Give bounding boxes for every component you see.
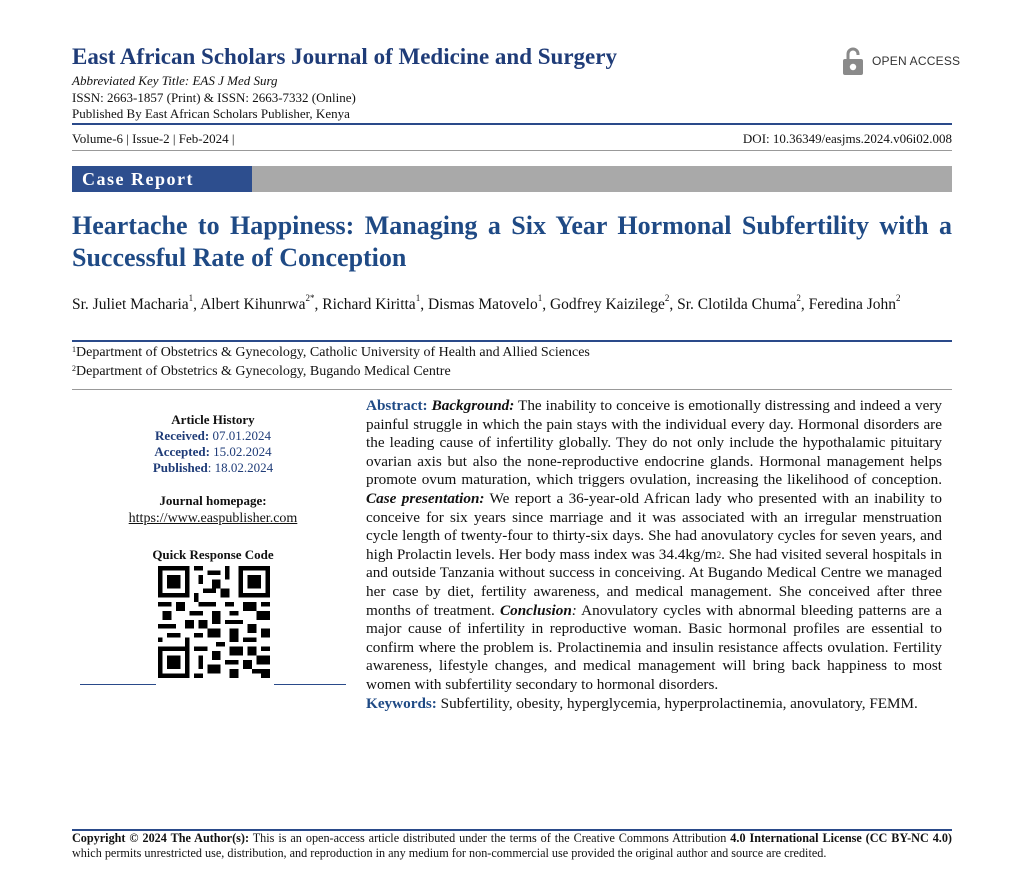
- author-affiliation-mark: 2: [896, 293, 901, 303]
- author-affiliation-mark: 2: [796, 293, 801, 303]
- author-affiliation-mark: 1: [188, 293, 194, 303]
- author-affiliation-mark: 2*: [305, 293, 315, 303]
- paper-title: Heartache to Happiness: Managing a Six Year Hormonal Subfertility with a Successful Rate of Conception: [72, 211, 952, 272]
- author-list: Sr. Juliet Macharia$^1$, Albert Kihunrwa$^{2*}$, Richard Kiritta$^1$, Dismas Matovelo$^1$, Godfrey Kaizilege$^2$, Sr. Clotilda Chuma$^2$, Feredina John$^2$: [72, 293, 901, 313]
- affiliation-number: 2: [72, 364, 76, 373]
- author: Sr. Clotilda Chuma: [677, 296, 797, 313]
- background-text: The inability to conceive is emotionally distressing and indeed a very painful struggle in which the pain stays with the individual every day. Hormonal disorders are the leading cause of infertility globally. They do not only include the hypothalamic pituitary ovarian axis but also the none-reproductive endocrine glands. Hormonal management helps promote ovum maturation, which triggers ovulation, increasing the likelihood of conception.: [366, 397, 942, 489]
- abbreviated-title: Abbreviated Key Title: EAS J Med Surg: [72, 73, 278, 88]
- copyright-text-1: This is an open-access article distributed under the terms of the Creative Commons Attribution: [249, 831, 731, 845]
- affiliations-divider: [72, 389, 952, 390]
- abstract-label: Abstract:: [366, 397, 428, 414]
- abstract: [366, 397, 942, 713]
- keywords-text: Subfertility, obesity, hyperglycemia, hyperprolactinemia, anovulatory, FEMM.: [436, 694, 918, 712]
- qr-underline-right: [274, 684, 346, 685]
- received-date: 07.01.2024: [212, 428, 271, 443]
- accepted-row: [80, 444, 346, 460]
- author-affiliation-mark: 2: [664, 293, 670, 303]
- affiliation-2: [72, 364, 451, 380]
- author: Dismas Matovelo: [427, 296, 538, 313]
- author-affiliation-mark: 1: [415, 293, 421, 303]
- author-affiliation-mark: 1: [537, 293, 543, 303]
- affiliation-number: 1: [72, 345, 76, 354]
- accepted-date: 15.02.2024: [213, 444, 272, 459]
- affiliation-1: [72, 345, 590, 361]
- published-date: : 18.02.2024: [207, 460, 274, 475]
- homepage-link[interactable]: https://www.easpublisher.com: [128, 511, 298, 526]
- open-lock-icon: [842, 46, 864, 76]
- article-type-label: Case Report: [72, 166, 252, 192]
- case-presentation-label: Case presentation:: [366, 489, 485, 507]
- author: Albert Kihunrwa: [200, 296, 306, 313]
- copyright-text-2: which permits unrestricted use, distribution, and reproduction in any medium for non-commercial use provided the original author and source are credited.: [72, 846, 827, 860]
- author: Feredina John: [808, 296, 897, 313]
- keywords-label: Keywords:: [366, 694, 437, 712]
- doi[interactable]: DOI: 10.36349/easjms.2024.v06i02.008: [742, 131, 952, 146]
- background-label: Background:: [431, 397, 515, 414]
- case-presentation-text-2: . She had visited several hospitals in and outside Tanzania without success in conceiving. At Bugando Medical Centre we managed her case by diet, fertility awareness, and medical management. She conceived after three months of treatment.: [366, 545, 943, 619]
- author: Godfrey Kaizilege: [549, 296, 665, 313]
- open-access-badge: [842, 46, 960, 76]
- qr-underline-left: [80, 684, 156, 685]
- issue-info: Volume-6 | Issue-2 | Feb-2024 |: [72, 131, 235, 146]
- published-label: Published: [152, 460, 208, 475]
- issue-divider: [72, 150, 952, 151]
- header-divider: [72, 123, 952, 125]
- publisher-line: Published By East African Scholars Publisher, Kenya: [72, 106, 350, 121]
- qr-code-icon: [158, 566, 270, 678]
- author: Sr. Juliet Macharia: [72, 296, 189, 313]
- affiliation-text: Department of Obstetrics & Gynecology, Catholic University of Health and Allied Sciences: [76, 345, 590, 360]
- open-access-label: OPEN ACCESS: [872, 54, 961, 68]
- license-name: 4.0 International License (CC BY-NC 4.0): [730, 831, 952, 845]
- copyright-bold: Copyright © 2024 The Author(s):: [72, 831, 249, 845]
- received-row: [80, 428, 346, 444]
- article-history: [80, 412, 346, 527]
- homepage-label: Journal homepage:: [159, 493, 267, 508]
- accepted-label: Accepted:: [154, 444, 210, 459]
- case-presentation-text-1: We report a 36-year-old African lady who presented with an inability to conceive for six years since marriage and it was associated with an irregular menstruation cycle length of twenty-four to thirty-six days. She had anovulatory cycles for seven years, and high Prolactin levels. Her body mass index was 34.4kg/m: [366, 489, 942, 563]
- conclusion-label: Conclusion: [500, 601, 572, 619]
- qr-label: Quick Response Code: [152, 547, 274, 562]
- copyright-notice: [72, 831, 952, 861]
- conclusion-text: Anovulatory cycles with abnormal bleeding patterns are a major cause of infertility in reproductive woman. Basic hormonal profiles are essential to confirm where the problem is. Prolactinemia and insulin resistance affects ovulation. Fertility awareness, lifestyle changes, and medical management will bring back happiness to most women with subfertility secondary to hormonal disorders.: [366, 601, 942, 693]
- issn-line: ISSN: 2663-1857 (Print) & ISSN: 2663-7332 (Online): [72, 90, 356, 105]
- journal-title: East African Scholars Journal of Medicine and Surgery: [72, 44, 617, 69]
- authors-divider: [72, 340, 952, 342]
- conclusion-colon: :: [571, 601, 577, 619]
- history-heading: Article History: [171, 412, 255, 427]
- published-row: [80, 460, 346, 476]
- received-label: Received:: [155, 428, 210, 443]
- author: Richard Kiritta: [322, 296, 416, 313]
- superscript-2: 2: [716, 549, 722, 560]
- affiliation-text: Department of Obstetrics & Gynecology, Bugando Medical Centre: [76, 364, 451, 379]
